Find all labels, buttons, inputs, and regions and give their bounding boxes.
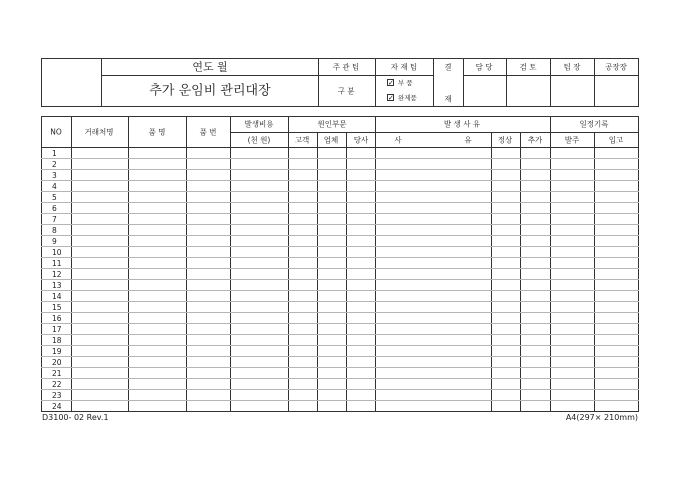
header-divider [463,58,464,107]
damdang-label: 담 당 [475,62,493,72]
row-number: 5 [52,192,57,202]
header-divider [101,58,102,107]
table-row [41,367,639,368]
header-divider [506,58,507,107]
table-row [41,400,639,401]
table-row [41,235,639,236]
row-number: 12 [52,269,62,279]
table-row [41,213,639,214]
row-number: 3 [52,170,57,180]
table-row [41,323,639,324]
col-order-header: 발주 [564,135,580,145]
table-row [41,246,639,247]
col-receipt-header: 입고 [608,135,624,145]
row-number: 13 [52,280,62,290]
geomto-label: 검 토 [519,62,537,72]
paper-size: A4(297× 210mm) [565,413,638,422]
header-divider [433,58,434,107]
row-number: 8 [52,225,57,235]
header-rule [318,75,433,76]
gongjangjang-label: 공장장 [605,62,627,72]
row-number: 1 [52,148,57,158]
table-row [41,345,639,346]
bupum-label: 부 품 [398,79,413,87]
timjang-label: 팀 장 [563,62,581,72]
col-cost-header: 발생비용 [244,119,274,129]
row-number: 2 [52,159,57,169]
col-no-header: NO [50,127,62,137]
table-row [41,224,639,225]
header-divider [318,58,319,107]
wanje-checkbox[interactable]: ✓ [388,94,394,102]
table-row [41,389,639,390]
header-rule [463,75,639,76]
year-month-label: 연도 월 [192,60,228,74]
row-number: 15 [52,302,62,312]
header-row-rule [230,132,639,133]
gubun-label: 구 분 [337,86,355,96]
row-number: 20 [52,357,62,367]
col-our-header: 당사 [353,135,369,145]
col-schedule-header: 일정기록 [579,119,609,129]
row-number: 11 [52,258,62,268]
row-number: 6 [52,203,57,213]
table-row [41,378,639,379]
table-row [41,301,639,302]
row-number: 23 [52,390,62,400]
row-number: 19 [52,346,62,356]
col-divider [491,132,492,412]
table-row [41,180,639,181]
wanje-label: 완제품 [398,94,417,102]
col-divider [317,132,318,412]
col-reason-yu: 유 [464,135,472,145]
jae-label: 재 [444,94,452,104]
col-customer-header: 고객 [294,135,310,145]
row-number: 17 [52,324,62,334]
row-number: 10 [52,247,62,257]
col-cost-unit: (천 원) [247,135,271,145]
jugwan-label: 주 관 팀 [332,62,360,72]
table-row [41,312,639,313]
col-divider [520,132,521,412]
row-number: 24 [52,401,62,411]
table-row [41,191,639,192]
table-row [41,290,639,291]
row-number: 22 [52,379,62,389]
row-number: 18 [52,335,62,345]
row-number: 14 [52,291,62,301]
col-reason-header: 발 생 사 유 [443,119,481,129]
col-divider [594,132,595,412]
col-extra-header: 추가 [527,135,543,145]
row-number: 7 [52,214,57,224]
table-row [41,268,639,269]
jajae-label: 자 재 팀 [390,62,418,72]
header-divider [594,58,595,107]
col-vendor-header: 거래처명 [84,127,114,137]
col-normal-header: 정상 [497,135,513,145]
table-row [41,279,639,280]
col-company-header: 업체 [323,135,339,145]
table-row [41,169,639,170]
table-row [41,334,639,335]
col-item-no-header: 품 번 [199,127,217,137]
table-row [41,356,639,357]
col-divider [346,132,347,412]
header-divider [550,58,551,107]
row-number: 16 [52,313,62,323]
bupum-checkbox[interactable]: ✓ [388,79,394,87]
col-item-name-header: 품 명 [148,127,166,137]
table-row [41,158,639,159]
table-row [41,202,639,203]
col-cause-dept-header: 원인부문 [317,119,347,129]
table-row [41,257,639,258]
gyeol-label: 결 [444,62,452,72]
row-number: 21 [52,368,62,378]
form-code: D3100- 02 Rev.1 [42,413,109,422]
row-number: 9 [52,236,57,246]
header-rule [101,75,318,76]
header-divider [375,58,376,107]
col-reason-sa: 사 [394,135,402,145]
row-number: 4 [52,181,57,191]
page-title: 추가 운임비 관리대장 [149,83,271,99]
